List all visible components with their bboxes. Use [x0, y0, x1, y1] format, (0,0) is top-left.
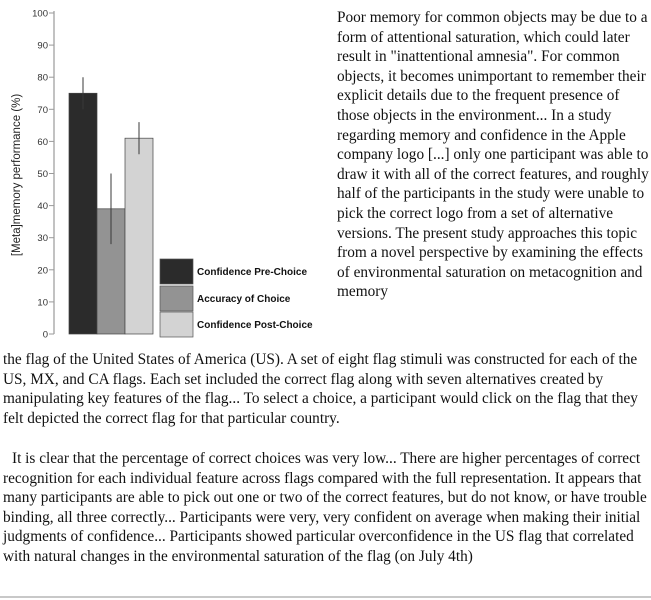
y-tick-label: 20	[37, 265, 48, 277]
y-tick-label: 70	[37, 104, 48, 116]
bars	[69, 77, 153, 334]
bar-chart	[0, 0, 335, 348]
legend-swatch	[160, 312, 193, 337]
paragraph-second: It is clear that the percentage of correct choices was very low... There are higher percentages of correct recognition for each individual feature across flags compared with the full representation. It appears that many participants are able to pick out one or two of the correct features, but do not know, or have trouble binding, all three correctly... Participants were very, very confident on average when making their initial judgments of confidence... Participants showed particular overconfidence in the US flag that correlated with natural changes in the environmental saturation of the flag (on July 4th)	[3, 450, 647, 565]
bottom-divider	[0, 596, 651, 598]
bar	[125, 138, 153, 334]
y-tick-label: 40	[37, 201, 48, 213]
y-tick-label: 80	[37, 72, 48, 84]
legend-label: Confidence Pre-Choice	[197, 267, 308, 278]
y-axis	[32, 9, 54, 341]
paragraph-bottom: the flag of the United States of America (US). A set of eight flag stimuli was constructed for each of the US, MX, and CA flags. Each set included the correct flag along with seven alternatives created by manipulating key features of the flag... To select a choice, a participant would click on the flag that they felt depicted the correct flag for that particular country.	[3, 351, 638, 427]
y-tick-label: 50	[37, 169, 48, 180]
bar	[69, 93, 97, 334]
legend-label: Confidence Post-Choice	[197, 320, 313, 331]
legend-swatch	[160, 259, 193, 284]
y-tick-label: 100	[32, 8, 48, 20]
y-tick-label: 30	[37, 233, 48, 245]
paragraph-right: Poor memory for common objects may be due to a form of attentional saturation, which could later result in "inattentional amnesia". For common objects, it becomes unimportant to remember their explicit details due to the frequent presence of those objects in the environment... In a study regarding memory and confidence in the Apple company logo [...] only one participant was able to draw it with all of the correct features, and roughly half of the participants in the study were unable to pick the correct logo from a set of alternative versions. The present study approaches this topic from a novel perspective by examining the effects of environmental saturation on metacognition and memory	[337, 9, 649, 301]
legend-swatch	[160, 286, 193, 311]
y-tick-label: 90	[37, 40, 48, 52]
y-tick-label: 60	[37, 136, 48, 148]
legend	[160, 259, 313, 337]
y-tick-label: 10	[37, 297, 48, 309]
y-axis-label: [Meta]memory performance (%)	[11, 93, 23, 257]
y-tick-label: 0	[42, 329, 48, 341]
legend-label: Accuracy of Choice	[197, 294, 291, 305]
